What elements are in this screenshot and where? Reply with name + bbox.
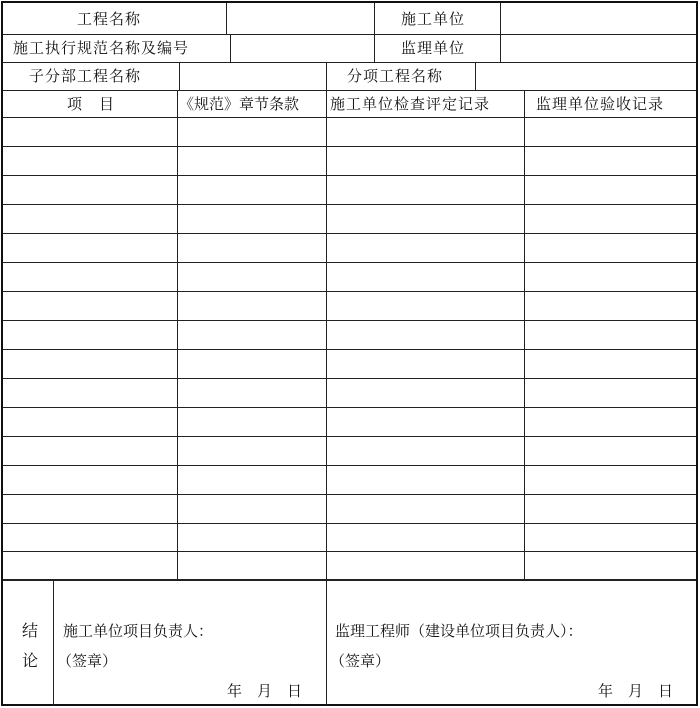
divider: [326, 90, 327, 580]
col-header-contractor-record: 施工单位检查评定记录: [330, 95, 491, 113]
divider: [53, 581, 54, 706]
row-line: [3, 146, 696, 147]
conclusion-label-1: 结: [22, 621, 39, 640]
sub-division-field[interactable]: [180, 62, 326, 90]
row-line: [3, 494, 696, 495]
contractor-seal-label: （签章）: [57, 652, 118, 670]
spec-name-label: 施工执行规范名称及编号: [13, 39, 190, 57]
row-line: [3, 204, 696, 205]
sub-item-label: 分项工程名称: [347, 67, 444, 85]
inspection-form: [1, 1, 698, 706]
supervisor-label: 监理工程师（建设单位项目负责人）：: [335, 622, 583, 640]
contractor-manager-label: 施工单位项目负责人：: [63, 622, 214, 640]
project-name-field[interactable]: [227, 3, 374, 34]
construction-unit-field[interactable]: [501, 3, 698, 34]
row-line: [3, 320, 696, 321]
spec-name-field[interactable]: [231, 34, 374, 62]
row-line: [3, 262, 696, 263]
row-line: [3, 407, 696, 408]
row-line: [3, 551, 696, 552]
col-header-item: 项 目: [67, 95, 116, 113]
col-header-supervisor-record: 监理单位验收记录: [536, 95, 665, 113]
contractor-date-label: 年 月 日: [227, 682, 303, 700]
row-line: [3, 291, 696, 292]
sub-division-label: 子分部工程名称: [29, 67, 142, 85]
row-line: [3, 233, 696, 234]
supervision-unit-field[interactable]: [501, 34, 698, 62]
project-name-label: 工程名称: [77, 10, 142, 28]
divider: [3, 90, 696, 91]
supervisor-seal-label: （签章）: [330, 652, 391, 670]
conclusion-divider: [3, 579, 696, 581]
divider: [326, 62, 327, 90]
row-line: [3, 175, 696, 176]
divider: [524, 90, 525, 580]
row-line: [3, 436, 696, 437]
divider: [326, 581, 327, 706]
row-line: [3, 465, 696, 466]
supervisor-date-label: 年 月 日: [598, 682, 674, 700]
divider: [374, 3, 375, 62]
row-line: [3, 349, 696, 350]
supervision-unit-label: 监理单位: [401, 39, 466, 57]
construction-unit-label: 施工单位: [401, 10, 466, 28]
row-line: [3, 523, 696, 524]
sub-item-field[interactable]: [476, 62, 698, 90]
row-line: [3, 378, 696, 379]
divider: [3, 117, 696, 118]
col-header-spec-clause: 《规范》章节条款: [179, 95, 300, 113]
conclusion-label-2: 论: [22, 651, 39, 670]
divider: [177, 90, 178, 580]
